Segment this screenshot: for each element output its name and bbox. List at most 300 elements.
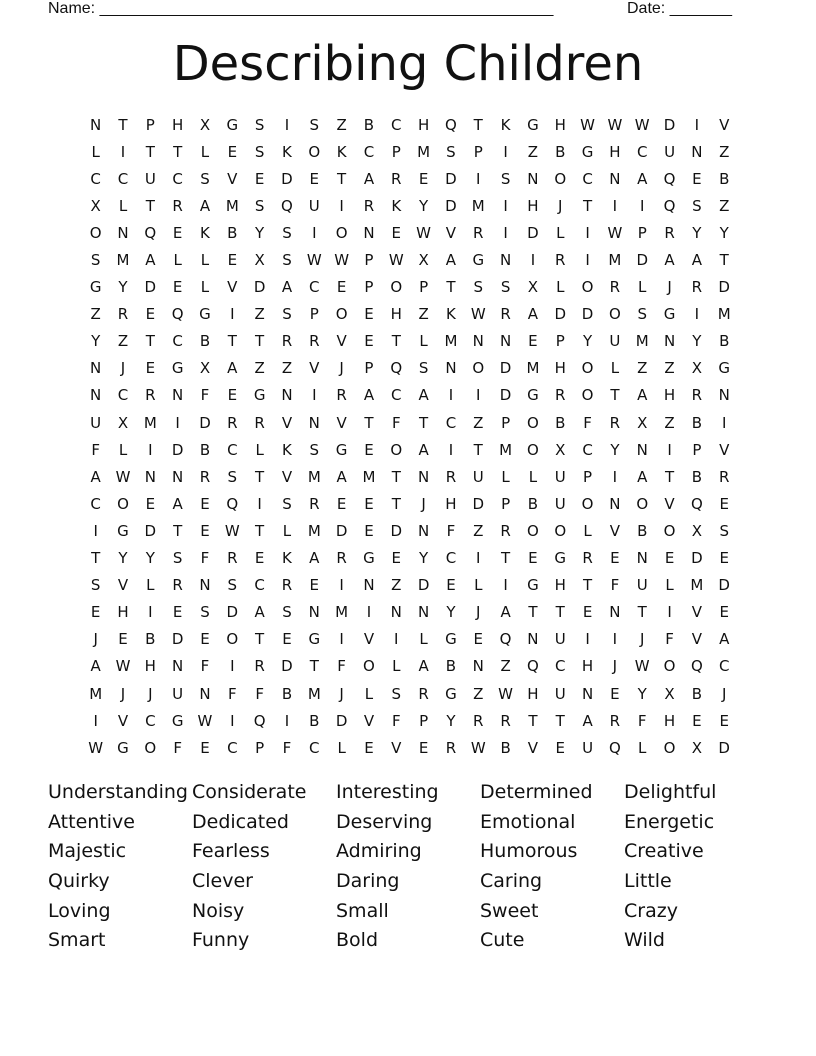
grid-letter[interactable]: A	[500, 603, 511, 622]
grid-letter[interactable]: Z	[473, 521, 484, 540]
grid-letter[interactable]: B	[309, 711, 320, 730]
grid-letter[interactable]: L	[200, 142, 210, 161]
grid-letter[interactable]: E	[364, 332, 374, 351]
grid-letter[interactable]: A	[418, 657, 429, 676]
grid-letter[interactable]: N	[144, 467, 156, 486]
grid-letter[interactable]: B	[500, 738, 511, 757]
grid-letter[interactable]: N	[636, 440, 648, 459]
grid-letter[interactable]: V	[719, 440, 730, 459]
grid-letter[interactable]: B	[363, 115, 375, 134]
grid-letter[interactable]: L	[556, 223, 565, 242]
grid-letter[interactable]: N	[90, 386, 102, 405]
grid-letter[interactable]: J	[339, 684, 344, 703]
grid-letter[interactable]: M	[335, 603, 349, 622]
grid-letter[interactable]: F	[391, 413, 401, 432]
grid-letter[interactable]: D	[581, 305, 594, 324]
grid-letter[interactable]: N	[308, 413, 320, 432]
grid-letter[interactable]: I	[230, 657, 235, 676]
grid-letter[interactable]: D	[144, 278, 157, 297]
grid-letter[interactable]: M	[307, 521, 321, 540]
grid-letter[interactable]: H	[527, 684, 539, 703]
grid-letter[interactable]: N	[390, 603, 402, 622]
grid-letter[interactable]: J	[120, 359, 126, 378]
grid-letter[interactable]: Z	[500, 657, 511, 676]
grid-letter[interactable]: X	[254, 251, 265, 270]
grid-letter[interactable]: R	[555, 251, 566, 270]
grid-letter[interactable]: Y	[255, 223, 265, 242]
grid-letter[interactable]: I	[448, 386, 454, 405]
grid-letter[interactable]: B	[145, 630, 156, 649]
grid-letter[interactable]: R	[691, 386, 703, 405]
grid-letter[interactable]: I	[585, 251, 590, 270]
grid-letter[interactable]: T	[145, 142, 155, 161]
grid-letter[interactable]: L	[474, 576, 483, 595]
grid-letter[interactable]: V	[691, 603, 703, 622]
grid-letter[interactable]: R	[718, 467, 730, 486]
grid-letter[interactable]: V	[336, 332, 347, 351]
grid-letter[interactable]: R	[145, 386, 156, 405]
grid-letter[interactable]: A	[637, 169, 648, 188]
grid-letter[interactable]: L	[200, 251, 210, 270]
grid-letter[interactable]: Y	[419, 549, 429, 568]
grid-letter[interactable]: A	[719, 630, 730, 649]
grid-letter[interactable]: I	[694, 115, 700, 134]
grid-letter[interactable]: F	[446, 521, 456, 540]
grid-letter[interactable]: P	[364, 251, 374, 270]
grid-letter[interactable]: P	[692, 440, 702, 459]
grid-letter[interactable]: W	[634, 115, 650, 134]
grid-letter[interactable]: I	[230, 305, 235, 324]
grid-letter[interactable]: I	[230, 711, 235, 730]
grid-letter[interactable]: S	[200, 169, 210, 188]
grid-letter[interactable]: I	[394, 630, 399, 649]
grid-letter[interactable]: I	[476, 169, 481, 188]
grid-letter[interactable]: O	[89, 223, 102, 242]
grid-letter[interactable]: L	[118, 196, 128, 215]
grid-letter[interactable]: Z	[418, 305, 429, 324]
grid-letter[interactable]: X	[117, 413, 129, 432]
grid-letter[interactable]: A	[281, 278, 293, 297]
grid-letter[interactable]: Q	[445, 115, 457, 134]
grid-letter[interactable]: E	[446, 576, 456, 595]
grid-letter[interactable]: I	[93, 711, 98, 730]
grid-letter[interactable]: R	[445, 467, 457, 486]
grid-letter[interactable]: C	[582, 440, 593, 459]
grid-letter[interactable]: I	[530, 251, 536, 270]
grid-letter[interactable]: L	[364, 684, 374, 703]
grid-letter[interactable]: J	[421, 494, 426, 513]
grid-letter[interactable]: G	[445, 684, 457, 703]
grid-letter[interactable]: C	[117, 169, 129, 188]
grid-letter[interactable]: I	[339, 630, 344, 649]
grid-letter[interactable]: R	[582, 549, 593, 568]
grid-letter[interactable]: T	[145, 196, 155, 215]
grid-letter[interactable]: M	[444, 332, 458, 351]
grid-letter[interactable]: O	[581, 359, 594, 378]
grid-letter[interactable]: D	[199, 413, 211, 432]
grid-letter[interactable]: X	[637, 413, 648, 432]
grid-letter[interactable]: I	[721, 413, 727, 432]
grid-letter[interactable]: A	[145, 251, 156, 270]
grid-letter[interactable]: F	[91, 440, 100, 459]
grid-letter[interactable]: L	[638, 738, 647, 757]
grid-letter[interactable]: G	[226, 115, 239, 134]
grid-letter[interactable]: O	[335, 223, 348, 242]
grid-letter[interactable]: E	[610, 684, 620, 703]
grid-letter[interactable]: W	[607, 115, 623, 134]
grid-letter[interactable]: M	[417, 142, 431, 161]
grid-letter[interactable]: R	[281, 576, 293, 595]
grid-letter[interactable]: E	[364, 521, 374, 540]
grid-letter[interactable]: L	[528, 467, 538, 486]
grid-letter[interactable]: C	[145, 711, 156, 730]
grid-letter[interactable]: D	[335, 711, 348, 730]
grid-letter[interactable]: I	[120, 142, 126, 161]
grid-letter[interactable]: N	[527, 169, 539, 188]
grid-letter[interactable]: N	[609, 494, 621, 513]
grid-letter[interactable]: G	[663, 305, 676, 324]
grid-letter[interactable]: R	[609, 413, 621, 432]
grid-letter[interactable]: N	[609, 603, 621, 622]
grid-letter[interactable]: Z	[664, 413, 675, 432]
grid-letter[interactable]: E	[254, 549, 265, 568]
grid-letter[interactable]: L	[556, 278, 565, 297]
grid-letter[interactable]: T	[309, 657, 319, 676]
grid-letter[interactable]: D	[144, 521, 157, 540]
grid-letter[interactable]: V	[227, 169, 238, 188]
grid-letter[interactable]: M	[690, 576, 704, 595]
grid-letter[interactable]: G	[445, 630, 457, 649]
grid-letter[interactable]: Z	[254, 359, 265, 378]
grid-letter[interactable]: O	[527, 413, 539, 432]
grid-letter[interactable]: J	[612, 657, 618, 676]
grid-letter[interactable]: O	[581, 278, 594, 297]
grid-letter[interactable]: J	[640, 630, 645, 649]
grid-letter[interactable]: H	[417, 115, 430, 134]
grid-letter[interactable]: T	[637, 603, 647, 622]
grid-letter[interactable]: C	[445, 413, 457, 432]
grid-letter[interactable]: W	[115, 467, 131, 486]
grid-letter[interactable]: W	[388, 251, 404, 270]
grid-letter[interactable]: F	[227, 684, 237, 703]
grid-letter[interactable]: D	[253, 278, 266, 297]
grid-letter[interactable]: P	[145, 115, 155, 134]
grid-letter[interactable]: X	[90, 196, 101, 215]
grid-letter[interactable]: G	[527, 115, 539, 134]
grid-letter[interactable]: P	[473, 142, 483, 161]
grid-letter[interactable]: E	[610, 549, 620, 568]
grid-letter[interactable]: X	[418, 251, 429, 270]
grid-letter[interactable]: E	[391, 549, 402, 568]
grid-letter[interactable]: W	[224, 521, 240, 540]
grid-letter[interactable]: P	[419, 278, 429, 297]
grid-letter[interactable]: A	[664, 251, 675, 270]
grid-letter[interactable]: Q	[171, 305, 184, 324]
grid-letter[interactable]: R	[336, 386, 347, 405]
grid-letter[interactable]: C	[718, 657, 730, 676]
grid-letter[interactable]: H	[554, 359, 566, 378]
grid-letter[interactable]: S	[227, 576, 238, 595]
grid-letter[interactable]: T	[446, 278, 456, 297]
grid-letter[interactable]: H	[445, 494, 457, 513]
grid-letter[interactable]: M	[362, 467, 376, 486]
grid-letter[interactable]: G	[171, 711, 184, 730]
grid-letter[interactable]: P	[583, 467, 593, 486]
grid-letter[interactable]: A	[336, 467, 347, 486]
grid-letter[interactable]: Z	[391, 576, 402, 595]
grid-letter[interactable]: P	[255, 738, 265, 757]
grid-letter[interactable]: T	[391, 494, 401, 513]
grid-letter[interactable]: E	[719, 549, 729, 568]
grid-letter[interactable]: G	[472, 251, 485, 270]
grid-letter[interactable]: C	[117, 386, 129, 405]
grid-letter[interactable]: C	[309, 738, 320, 757]
grid-letter[interactable]: O	[636, 494, 649, 513]
grid-letter[interactable]: A	[90, 467, 101, 486]
grid-letter[interactable]: E	[172, 278, 183, 297]
grid-letter[interactable]: F	[200, 549, 210, 568]
grid-letter[interactable]: T	[173, 142, 183, 161]
grid-letter[interactable]: B	[199, 440, 211, 459]
grid-letter[interactable]: T	[582, 576, 593, 595]
grid-letter[interactable]: M	[471, 196, 485, 215]
grid-letter[interactable]: A	[254, 603, 265, 622]
grid-letter[interactable]: V	[363, 711, 375, 730]
grid-letter[interactable]: E	[227, 142, 238, 161]
grid-letter[interactable]: S	[90, 576, 101, 595]
grid-letter[interactable]: D	[691, 549, 703, 568]
grid-letter[interactable]: I	[585, 223, 590, 242]
grid-letter[interactable]: O	[363, 657, 375, 676]
grid-letter[interactable]: Q	[690, 494, 703, 513]
grid-letter[interactable]: X	[527, 278, 539, 297]
grid-letter[interactable]: E	[364, 494, 374, 513]
grid-letter[interactable]: S	[309, 440, 320, 459]
grid-letter[interactable]: U	[144, 169, 156, 188]
grid-letter[interactable]: E	[145, 305, 156, 324]
grid-letter[interactable]: N	[363, 576, 375, 595]
grid-letter[interactable]: F	[255, 684, 264, 703]
grid-letter[interactable]: W	[580, 115, 595, 134]
grid-letter[interactable]: W	[607, 223, 623, 242]
grid-letter[interactable]: Y	[118, 549, 128, 568]
grid-letter[interactable]: A	[199, 196, 211, 215]
grid-letter[interactable]: A	[637, 386, 648, 405]
grid-letter[interactable]: L	[91, 142, 100, 161]
grid-letter[interactable]: R	[254, 413, 265, 432]
grid-letter[interactable]: A	[445, 251, 457, 270]
grid-letter[interactable]: N	[718, 386, 730, 405]
grid-letter[interactable]: E	[664, 549, 675, 568]
grid-letter[interactable]: M	[143, 413, 157, 432]
grid-letter[interactable]: M	[526, 359, 540, 378]
grid-letter[interactable]: R	[473, 223, 484, 242]
grid-letter[interactable]: T	[118, 115, 128, 134]
grid-letter[interactable]: R	[309, 332, 320, 351]
grid-letter[interactable]: Q	[390, 359, 403, 378]
grid-letter[interactable]: I	[366, 603, 372, 622]
grid-letter[interactable]: D	[226, 603, 239, 622]
grid-letter[interactable]: Q	[608, 738, 621, 757]
grid-letter[interactable]: I	[612, 630, 618, 649]
grid-letter[interactable]: N	[472, 332, 484, 351]
grid-letter[interactable]: H	[663, 711, 676, 730]
grid-letter[interactable]: F	[583, 413, 592, 432]
grid-letter[interactable]: Y	[446, 603, 456, 622]
grid-letter[interactable]: E	[418, 738, 429, 757]
grid-letter[interactable]: T	[582, 196, 593, 215]
grid-letter[interactable]: N	[308, 603, 320, 622]
grid-letter[interactable]: Y	[582, 332, 593, 351]
grid-letter[interactable]: O	[117, 494, 129, 513]
grid-letter[interactable]: I	[257, 494, 262, 513]
name-field[interactable]: Name: ___________________________________________________	[48, 0, 554, 17]
grid-letter[interactable]: I	[640, 196, 645, 215]
date-field[interactable]: Date: _______	[627, 0, 732, 17]
grid-letter[interactable]: P	[501, 413, 511, 432]
grid-letter[interactable]: D	[663, 115, 676, 134]
grid-letter[interactable]: D	[417, 576, 430, 595]
grid-letter[interactable]: U	[90, 413, 102, 432]
grid-letter[interactable]: O	[335, 305, 348, 324]
grid-letter[interactable]: G	[527, 386, 539, 405]
grid-letter[interactable]: I	[284, 711, 290, 730]
grid-letter[interactable]: C	[391, 115, 402, 134]
grid-letter[interactable]: N	[363, 223, 375, 242]
grid-letter[interactable]: V	[609, 521, 621, 540]
grid-letter[interactable]: V	[309, 359, 320, 378]
grid-letter[interactable]: M	[608, 251, 622, 270]
grid-letter[interactable]: P	[364, 359, 374, 378]
grid-letter[interactable]: E	[145, 494, 156, 513]
grid-letter[interactable]: I	[694, 305, 700, 324]
grid-letter[interactable]: H	[390, 305, 402, 324]
grid-letter[interactable]: R	[445, 738, 457, 757]
grid-letter[interactable]: G	[718, 359, 731, 378]
grid-letter[interactable]: N	[172, 657, 184, 676]
grid-letter[interactable]: M	[307, 684, 321, 703]
grid-letter[interactable]: B	[719, 169, 730, 188]
grid-letter[interactable]: D	[499, 359, 512, 378]
grid-letter[interactable]: J	[476, 603, 481, 622]
grid-letter[interactable]: N	[90, 359, 102, 378]
grid-letter[interactable]: Z	[637, 359, 648, 378]
grid-letter[interactable]: E	[336, 278, 347, 297]
grid-letter[interactable]: T	[364, 413, 374, 432]
grid-letter[interactable]: B	[199, 332, 211, 351]
grid-letter[interactable]: X	[555, 440, 566, 459]
grid-letter[interactable]: V	[336, 413, 347, 432]
grid-letter[interactable]: I	[476, 386, 481, 405]
grid-letter[interactable]: T	[664, 467, 675, 486]
grid-letter[interactable]: T	[555, 603, 565, 622]
grid-letter[interactable]: F	[665, 630, 674, 649]
grid-letter[interactable]: S	[200, 603, 210, 622]
grid-letter[interactable]: P	[555, 332, 565, 351]
grid-letter[interactable]: K	[200, 223, 210, 242]
grid-letter[interactable]: E	[473, 630, 483, 649]
grid-letter[interactable]: G	[171, 359, 184, 378]
grid-letter[interactable]: N	[527, 630, 539, 649]
grid-letter[interactable]: R	[500, 521, 511, 540]
grid-letter[interactable]: T	[528, 711, 538, 730]
grid-letter[interactable]: Y	[610, 440, 620, 459]
grid-letter[interactable]: O	[390, 440, 403, 459]
grid-letter[interactable]: Z	[473, 684, 484, 703]
grid-letter[interactable]: E	[528, 549, 538, 568]
grid-letter[interactable]: E	[200, 494, 210, 513]
grid-letter[interactable]: T	[610, 386, 620, 405]
grid-letter[interactable]: N	[281, 386, 293, 405]
grid-letter[interactable]: N	[581, 684, 594, 703]
grid-letter[interactable]: F	[637, 711, 647, 730]
grid-letter[interactable]: F	[200, 657, 210, 676]
grid-letter[interactable]: Q	[144, 223, 157, 242]
grid-letter[interactable]: L	[583, 521, 592, 540]
grid-letter[interactable]: Q	[226, 494, 239, 513]
grid-letter[interactable]: Z	[117, 332, 129, 351]
grid-letter[interactable]: I	[448, 440, 454, 459]
grid-letter[interactable]: T	[391, 467, 401, 486]
grid-letter[interactable]: E	[418, 169, 429, 188]
grid-letter[interactable]: A	[418, 386, 429, 405]
grid-letter[interactable]: A	[637, 467, 648, 486]
grid-letter[interactable]: R	[199, 467, 211, 486]
grid-letter[interactable]: E	[364, 305, 374, 324]
grid-letter[interactable]: L	[419, 630, 428, 649]
grid-letter[interactable]: L	[200, 278, 210, 297]
grid-letter[interactable]: X	[664, 684, 675, 703]
grid-letter[interactable]: R	[391, 169, 402, 188]
grid-letter[interactable]: M	[89, 684, 103, 703]
grid-letter[interactable]: Z	[719, 196, 730, 215]
grid-letter[interactable]: A	[527, 305, 539, 324]
grid-letter[interactable]: I	[503, 576, 508, 595]
grid-letter[interactable]: G	[117, 738, 129, 757]
grid-letter[interactable]: S	[227, 467, 238, 486]
grid-letter[interactable]: J	[721, 684, 727, 703]
grid-letter[interactable]: U	[582, 738, 594, 757]
grid-letter[interactable]: Q	[253, 711, 266, 730]
grid-letter[interactable]: Q	[499, 630, 512, 649]
grid-letter[interactable]: S	[446, 142, 456, 161]
grid-letter[interactable]: N	[199, 576, 211, 595]
grid-letter[interactable]: T	[255, 630, 265, 649]
grid-letter[interactable]: K	[500, 115, 511, 134]
grid-letter[interactable]: E	[719, 711, 729, 730]
grid-letter[interactable]: T	[337, 169, 347, 188]
grid-letter[interactable]: P	[637, 223, 647, 242]
grid-letter[interactable]: N	[172, 467, 184, 486]
grid-letter[interactable]: Y	[419, 196, 429, 215]
grid-letter[interactable]: V	[527, 738, 539, 757]
grid-letter[interactable]: D	[171, 630, 184, 649]
grid-letter[interactable]: A	[90, 657, 101, 676]
grid-letter[interactable]: C	[582, 169, 593, 188]
grid-letter[interactable]: U	[664, 142, 676, 161]
grid-letter[interactable]: E	[555, 738, 565, 757]
grid-letter[interactable]: R	[254, 657, 265, 676]
grid-letter[interactable]: D	[718, 278, 730, 297]
grid-letter[interactable]: L	[282, 521, 292, 540]
grid-letter[interactable]: T	[145, 332, 155, 351]
grid-letter[interactable]: Y	[692, 223, 702, 242]
grid-letter[interactable]: O	[608, 305, 621, 324]
grid-letter[interactable]: N	[636, 549, 648, 568]
grid-letter[interactable]: U	[554, 494, 566, 513]
grid-letter[interactable]: K	[336, 142, 347, 161]
grid-letter[interactable]: Y	[719, 223, 729, 242]
